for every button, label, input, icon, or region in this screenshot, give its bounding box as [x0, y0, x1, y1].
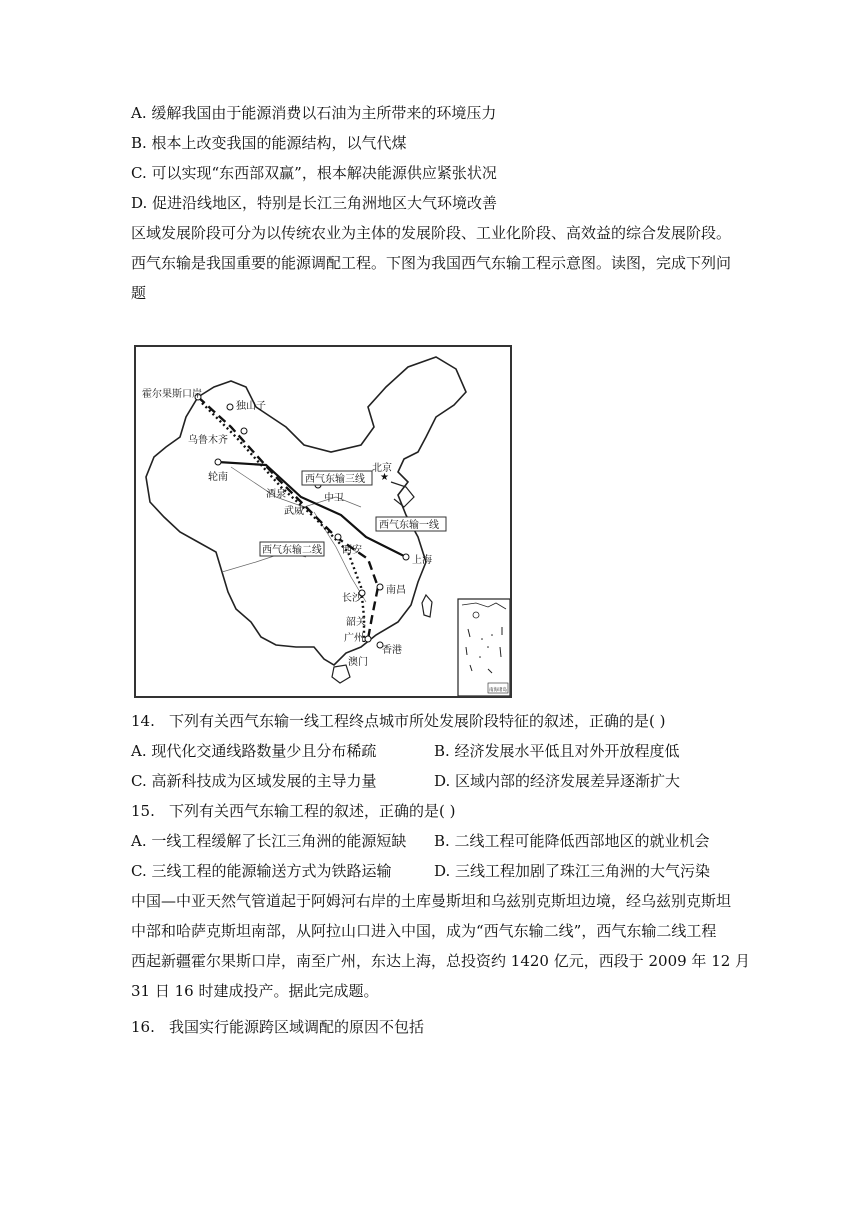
q14-stem	[131, 711, 665, 731]
q14-option-b: B. 经济发展水平低且对外开放程度低	[434, 742, 680, 760]
label-guangzhou: 广州	[344, 633, 364, 644]
label-xian: 西安	[342, 545, 362, 556]
label-line3: 西气东输三线	[305, 474, 365, 485]
city-point-guangzhou	[365, 636, 371, 642]
city-point-urumqi	[241, 428, 247, 434]
inset-caption: 南海诸岛	[489, 688, 507, 693]
china-outline	[146, 357, 466, 665]
q16-text: 我国实行能源跨区域调配的原因不包括	[169, 1018, 425, 1036]
label-shaoguan: 韶关	[346, 617, 366, 628]
prev-option-d: D. 促进沿线地区，特别是长江三角洲地区大气环境改善	[131, 194, 498, 212]
passage2-line-4: 31 日 16 时建成投产。据此完成题。	[131, 982, 379, 1000]
prev-option-b: B. 根本上改变我国的能源结构，以气代煤	[131, 134, 407, 152]
coast-detail	[391, 482, 414, 507]
city-point-nanchang	[377, 584, 383, 590]
intro-line-1: 区域发展阶段可分为以传统农业为主体的发展阶段、工业化阶段、高效益的综合发展阶段。	[131, 224, 732, 242]
city-point-lunnan	[215, 459, 221, 465]
label-line2: 西气东输二线	[262, 545, 322, 556]
label-urumqi: 乌鲁木齐	[188, 435, 228, 446]
label-changsha: 长沙	[342, 593, 362, 604]
passage2-line-3: 西起新疆霍尔果斯口岸，南至广州，东达上海，总投资约 1420 亿元，西段于 2009 年 12 月	[131, 952, 751, 970]
label-khorgos: 霍尔果斯口岸	[142, 389, 202, 400]
city-point-dushanzi	[227, 404, 233, 410]
q14-option-d: D. 区域内部的经济发展差异逐渐扩大	[434, 772, 681, 790]
label-nanchang: 南昌	[386, 585, 406, 596]
passage2-line-2: 中部和哈萨克斯坦南部，从阿拉山口进入中国，成为“西气东输二线”，西气东输二线工程	[131, 922, 717, 940]
q16-stem	[131, 1017, 424, 1037]
intro-line-2: 西气东输是我国重要的能源调配工程。下图为我国西气东输工程示意图。读图，完成下列问	[131, 254, 732, 272]
label-shanghai: 上海	[412, 555, 432, 566]
beijing-star: ★	[380, 472, 389, 483]
west-east-gas-map	[134, 345, 512, 698]
q16-number: 16.	[131, 1018, 155, 1036]
label-zhongwei: 中卫	[324, 493, 344, 504]
prev-option-a: A. 缓解我国由于能源消费以石油为主所带来的环境压力	[131, 104, 497, 122]
prev-option-c: C. 可以实现“东西部双赢”，根本解决能源供应紧张状况	[131, 164, 497, 182]
city-point-shanghai	[403, 554, 409, 560]
label-wuwei: 武威	[284, 506, 304, 517]
q15-option-b: B. 二线工程可能降低西部地区的就业机会	[434, 832, 710, 850]
q15-option-a: A. 一线工程缓解了长江三角洲的能源短缺	[131, 832, 407, 850]
label-jiuquan: 酒泉	[266, 489, 286, 500]
q14-number: 14.	[131, 712, 155, 730]
q15-stem	[131, 801, 455, 821]
q14-text: 下列有关西气东输一线工程终点城市所处发展阶段特征的叙述，正确的是( )	[169, 712, 666, 730]
q15-text: 下列有关西气东输工程的叙述，正确的是( )	[169, 802, 456, 820]
taiwan	[422, 595, 432, 617]
label-lunnan: 轮南	[208, 472, 228, 483]
city-point-xian	[335, 534, 341, 540]
label-line1: 西气东输一线	[379, 520, 439, 531]
label-dushanzi: 独山子	[236, 401, 266, 412]
q14-option-c: C. 高新科技成为区域发展的主导力量	[131, 772, 377, 790]
q15-option-d: D. 三线工程加剧了珠江三角洲的大气污染	[434, 862, 711, 880]
passage2-line-1: 中国—中亚天然气管道起于阿姆河右岸的土库曼斯坦和乌兹别克斯坦边境，经乌兹别克斯坦	[131, 892, 732, 910]
label-hongkong: 香港	[382, 645, 402, 656]
label-macau: 澳门	[348, 657, 368, 668]
q15-option-c: C. 三线工程的能源输送方式为铁路运输	[131, 862, 392, 880]
map-svg	[136, 347, 510, 696]
q14-option-a: A. 现代化交通线路数量少且分布稀疏	[131, 742, 377, 760]
label-beijing: 北京	[372, 463, 392, 474]
q15-number: 15.	[131, 802, 155, 820]
intro-line-3: 题	[131, 284, 147, 302]
